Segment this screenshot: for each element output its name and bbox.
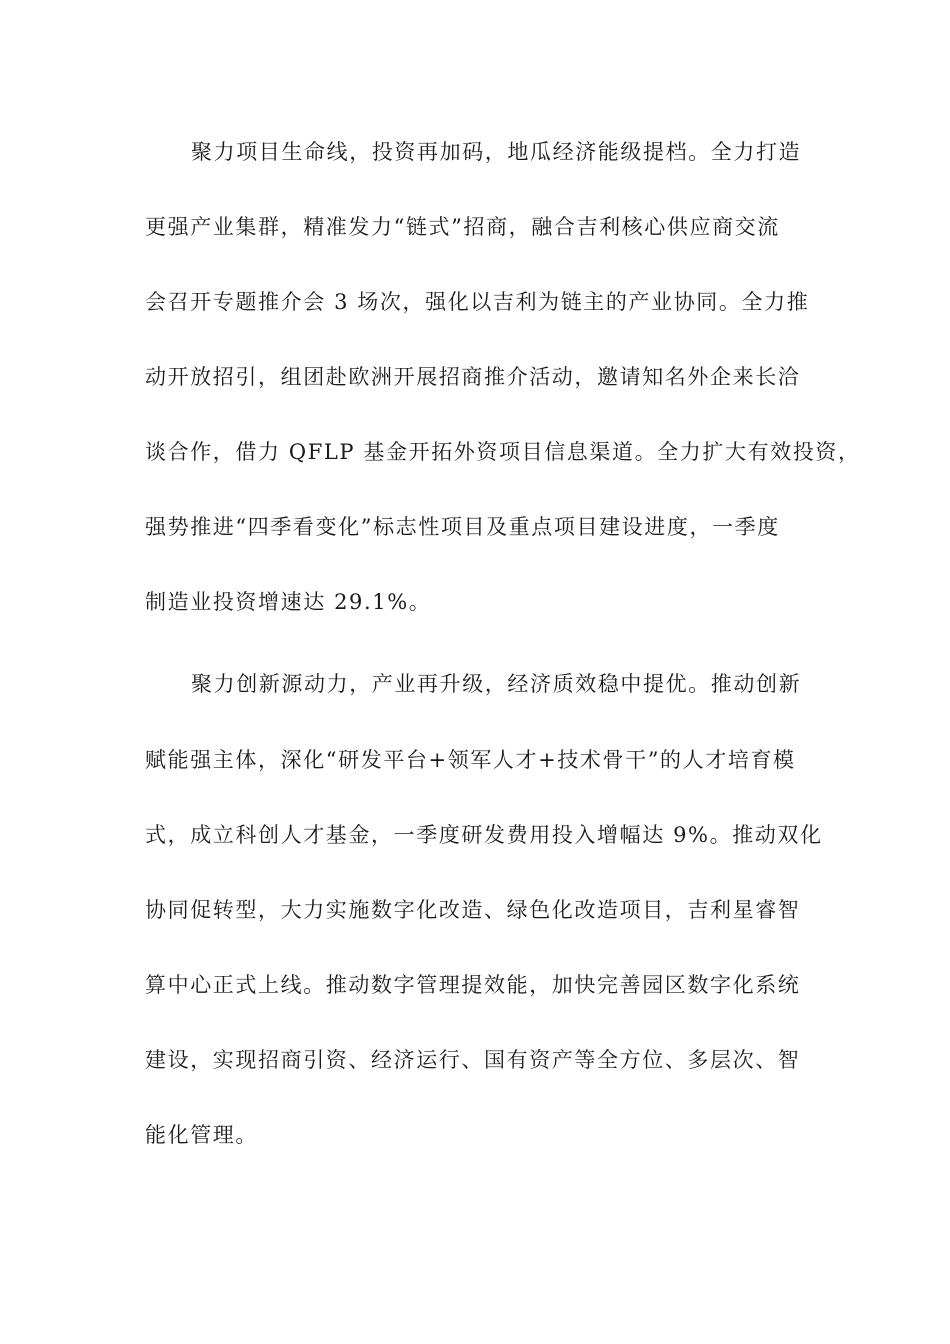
paragraph-line: 赋能强主体，深化“研发平台+领军人才+技术骨干”的人才培育模 [145, 748, 796, 772]
paragraph-line: 协同促转型，大力实施数字化改造、绿色化改造项目，吉利星睿智 [145, 898, 801, 922]
paragraph-line: 式，成立科创人才基金，一季度研发费用投入增幅达 9%。推动双化 [145, 823, 823, 847]
paragraph-line: 更强产业集群，精准发力“链式”招商，融合吉利核心供应商交流 [145, 215, 780, 239]
paragraph-line: 制造业投资增速达 29.1%。 [145, 590, 432, 614]
paragraph-line: 建设，实现招商引资、经济运行、国有资产等全方位、多层次、智 [145, 1048, 801, 1072]
paragraph-line: 聚力创新源动力，产业再升级，经济质效稳中提优。推动创新 [191, 672, 802, 696]
paragraph-line: 会召开专题推介会 3 场次，强化以吉利为链主的产业协同。全力推 [145, 290, 810, 314]
paragraph-line: 强势推进“四季看变化”标志性项目及重点项目建设进度，一季度 [145, 515, 780, 539]
paragraph-line: 聚力项目生命线，投资再加码，地瓜经济能级提档。全力打造 [191, 140, 802, 164]
paragraph-line: 动开放招引，组团赴欧洲开展招商推介活动，邀请知名外企来长洽 [145, 365, 801, 389]
paragraph-line: 谈合作，借力 QFLP 基金开拓外资项目信息渠道。全力扩大有效投资， [145, 440, 861, 464]
paragraph-line: 能化管理。 [145, 1123, 258, 1147]
paragraph-line: 算中心正式上线。推动数字管理提效能，加快完善园区数字化系统 [145, 973, 801, 997]
